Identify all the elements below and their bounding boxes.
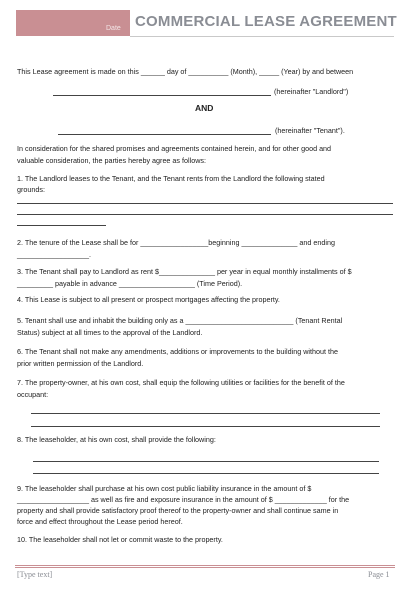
consideration-line-1: In consideration for the shared promises and agreements contained herein, and for other good and [17, 144, 332, 153]
clause-2-line-1: 2. The tenure of the Lease shall be for _________________beginning ______________ and ending [17, 238, 335, 247]
tenant-name-blank[interactable] [58, 134, 271, 135]
intro-text: This Lease agreement is made on this ______ day of __________ (Month), _____ (Year) by and between [17, 67, 354, 76]
date-label[interactable]: Date [106, 25, 121, 32]
footer-divider-top [15, 565, 395, 566]
clause-9-line-4: force and effect throughout the Lease period hereof. [17, 517, 183, 526]
clause-4: 4. This Lease is subject to all present or prospect mortgages affecting the property. [17, 295, 280, 304]
clause-9-line-3: property and shall provide satisfactory proof thereof to the property-owner and shall continue same in [17, 506, 339, 515]
grounds-blank-2[interactable] [17, 214, 393, 215]
tenant-label: (hereinafter "Tenant"). [275, 126, 345, 135]
clause-6-line-2: prior written permission of the Landlord. [17, 359, 144, 368]
clause-10: 10. The leaseholder shall not let or commit waste to the property. [17, 535, 223, 544]
landlord-name-blank[interactable] [53, 95, 271, 96]
grounds-blank-3[interactable] [17, 225, 106, 226]
date-banner [16, 10, 130, 36]
provisions-blank-2[interactable] [33, 473, 379, 474]
clause-5-line-1: 5. Tenant shall use and inhabit the building only as a ___________________________ (Tenant Rental [17, 316, 343, 325]
clause-9-line-2: __________________ as well as fire and exposure insurance in the amount of $ _____________ for the [17, 495, 350, 504]
utilities-blank-1[interactable] [31, 413, 380, 414]
clause-5-line-2: Status) subject at all times to the approval of the Landlord. [17, 328, 203, 337]
grounds-blank-1[interactable] [17, 203, 393, 204]
clause-3-line-1: 3. The Tenant shall pay to Landlord as rent $______________ per year in equal monthly installments of $ [17, 267, 352, 276]
page-number: Page 1 [368, 570, 390, 579]
landlord-label: (hereinafter "Landlord") [274, 87, 349, 96]
provisions-blank-1[interactable] [33, 461, 379, 462]
document-title: COMMERCIAL LEASE AGREEMENT [135, 13, 397, 30]
clause-1-line-2: grounds: [17, 185, 45, 194]
clause-8: 8. The leaseholder, at his own cost, shall provide the following: [17, 435, 216, 444]
utilities-blank-2[interactable] [31, 426, 380, 427]
footer-divider-bottom [15, 567, 395, 568]
consideration-line-2: valuable consideration, the parties hereby agree as follows: [17, 156, 206, 165]
footer-placeholder[interactable]: [Type text] [17, 570, 53, 579]
clause-2-line-2: __________________. [17, 250, 91, 259]
clause-3-line-2: _________ payable in advance ___________________ (Time Period). [17, 279, 243, 288]
clause-7-line-1: 7. The property-owner, at his own cost, shall equip the following utilities or facilities for the benefit of the [17, 378, 345, 387]
title-underline [130, 36, 394, 37]
clause-7-line-2: occupant: [17, 390, 49, 399]
clause-6-line-1: 6. The Tenant shall not make any amendments, additions or improvements to the building without the [17, 347, 338, 356]
clause-1-line-1: 1. The Landlord leases to the Tenant, and the Tenant rents from the Landlord the following stated [17, 174, 325, 183]
clause-9-line-1: 9. The leaseholder shall purchase at his own cost public liability insurance in the amount of $ [17, 484, 312, 493]
and-heading: AND [195, 103, 214, 113]
